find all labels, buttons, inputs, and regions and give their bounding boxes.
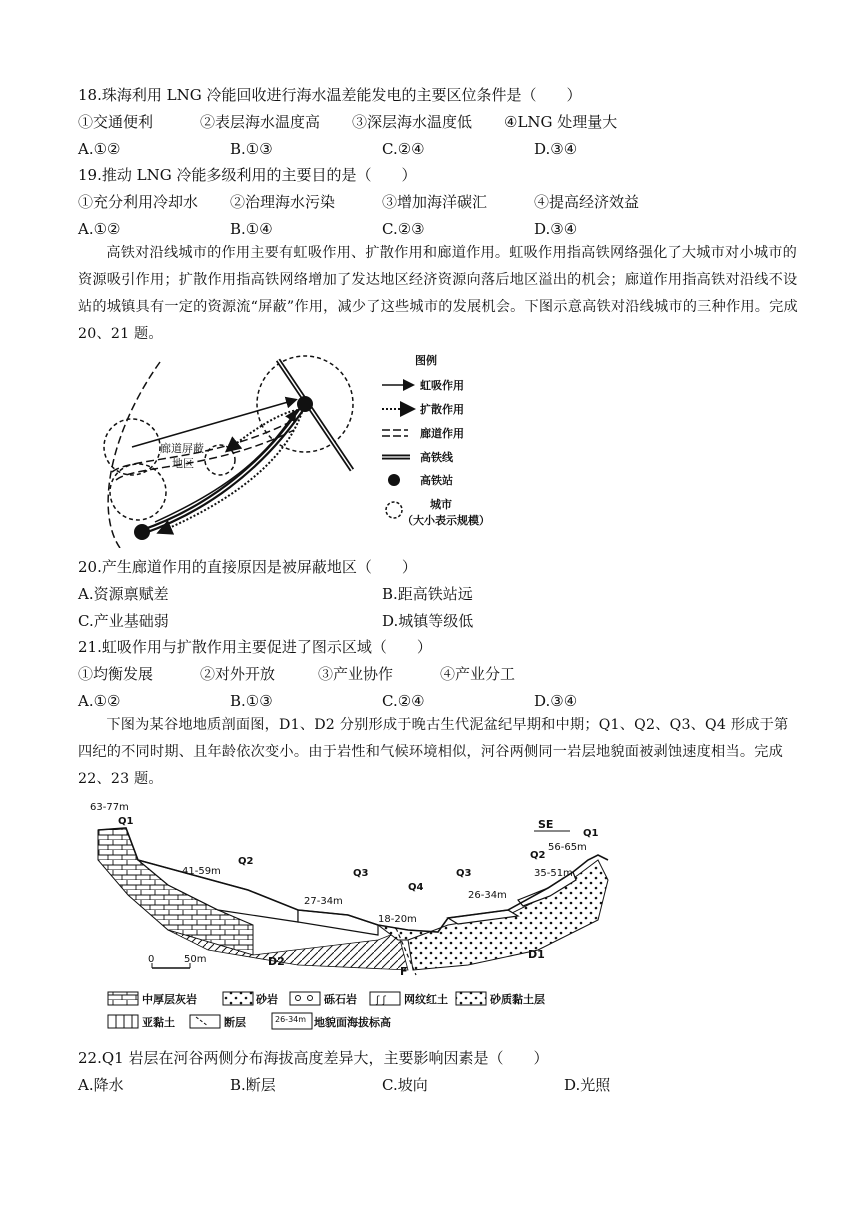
elev-label: 63-77m [90, 802, 129, 813]
legend-city: 城市 [430, 498, 452, 511]
q18-stem: 18.珠海利用 LNG 冷能回收进行海水温差能发电的主要区位条件是（ ） [78, 86, 582, 104]
q19-option-c: C.②③ [382, 220, 425, 238]
stratum-label: Q3 [353, 868, 369, 879]
legend-limestone: 中厚层灰岩 [142, 993, 197, 1006]
stratum-label: D1 [528, 948, 545, 961]
stratum-label: Q1 [583, 828, 599, 839]
q20-option-b: B.距高铁站远 [382, 585, 473, 603]
legend-sample-elev: 26-34m [275, 1015, 307, 1024]
q22-option-d: D.光照 [564, 1076, 611, 1094]
q19-option-a: A.①② [78, 220, 121, 238]
q21-item: ①均衡发展 [78, 665, 154, 683]
q18-option-a: A.①② [78, 140, 121, 158]
legend-red-clay: 网纹红土 [404, 993, 448, 1006]
stratum-label: Q2 [530, 850, 546, 861]
q18-option-d: D.③④ [534, 140, 578, 158]
legend-hsr-line: 高铁线 [420, 451, 453, 464]
legend-sandstone: 砂岩 [256, 993, 278, 1006]
q18-item: ④LNG 处理量大 [504, 113, 618, 131]
hsr-effects-figure [90, 352, 520, 548]
q19-item: ①充分利用冷却水 [78, 193, 199, 211]
curved-line [108, 362, 160, 548]
hsr-station-dot [134, 524, 150, 540]
q21-option-d: D.③④ [534, 692, 578, 710]
legend-city-note: （大小表示规模） [402, 514, 490, 527]
q21-option-b: B.①③ [230, 692, 273, 710]
q19-item: ④提高经济效益 [534, 193, 640, 211]
legend-corridor: 廊道作用 [420, 427, 464, 440]
q19-stem: 19.推动 LNG 冷能多级利用的主要目的是（ ） [78, 166, 417, 184]
stratum-label: Q4 [408, 882, 424, 893]
q20-option-c: C.产业基础弱 [78, 612, 169, 630]
hsr-line-main [142, 404, 305, 532]
city-medium-circle-2 [110, 464, 166, 520]
shielded-region-label: 廊道屏蔽 [160, 442, 204, 455]
q22-option-b: B.断层 [230, 1076, 276, 1094]
q20-stem: 20.产生廊道作用的直接原因是被屏蔽地区（ ） [78, 558, 417, 576]
scale-50m: 50m [184, 954, 207, 965]
q21-item: ③产业协作 [318, 665, 394, 683]
legend-siphon: 虹吸作用 [420, 379, 464, 392]
q19-option-d: D.③④ [534, 220, 578, 238]
q21-item: ④产业分工 [440, 665, 516, 683]
q19-option-b: B.①④ [230, 220, 273, 238]
shielded-region-label: 地区 [172, 457, 194, 470]
legend-diffusion: 扩散作用 [420, 403, 464, 416]
q18-option-b: B.①③ [230, 140, 273, 158]
scale-zero: 0 [148, 954, 155, 965]
q21-item: ②对外开放 [200, 665, 276, 683]
q21-stem: 21.虹吸作用与扩散作用主要促进了图示区域（ ） [78, 638, 432, 656]
passage-valley: 下图为某谷地地质剖面图，D1、D2 分别形成于晚古生代泥盆纪早期和中期；Q1、Q2、Q3、Q4 形成于第四纪的不同时期、且年龄依次变小。由于岩性和气候环境相似，河谷两侧同一岩层地貌面被剥蚀速度相当。完成 22、23 题。 [78, 717, 789, 787]
q18-item: ①交通便利 [78, 113, 154, 131]
legend-subclay: 亚黏土 [142, 1016, 175, 1029]
elev-label: 41-59m [182, 866, 221, 877]
q21-option-c: C.②④ [382, 692, 425, 710]
passage-hsr: 高铁对沿线城市的作用主要有虹吸作用、扩散作用和廊道作用。虹吸作用指高铁网络强化了大城市对小城市的资源吸引作用；扩散作用指高铁网络增加了发达地区经济资源向落后地区溢出的机会；廊道作用指高铁对沿线不设站的城镇具有一定的资源流“屏蔽”作用，减少了这些城市的发展机会。下图示意高铁对沿线城市的三种作用。完成 20、21 题。 [78, 245, 798, 342]
fault-label: F [400, 965, 408, 978]
elev-label: 18-20m [378, 914, 417, 925]
q20-option-a: A.资源禀赋差 [78, 585, 169, 603]
elev-label: 35-51m [534, 868, 573, 879]
stratum-label: Q3 [456, 868, 472, 879]
q22-option-c: C.坡向 [382, 1076, 428, 1094]
svg-text:ʃ ʃ: ʃ ʃ [376, 995, 386, 1006]
elev-label: 26-34m [468, 890, 507, 901]
elev-label: 27-34m [304, 896, 343, 907]
valley-cross-section-figure [78, 800, 618, 1035]
q18-item: ②表层海水温度高 [200, 113, 321, 131]
q22-option-a: A.降水 [78, 1076, 124, 1094]
legend-sandy-clay: 砂质黏土层 [490, 993, 545, 1006]
elev-label: 56-65m [548, 842, 587, 853]
direction-label: SE [538, 818, 554, 831]
q19-item: ③增加海洋碳汇 [382, 193, 488, 211]
legend-elevation: 地貌面海拔标高 [314, 1016, 391, 1029]
stratum-label: D2 [268, 955, 285, 968]
q18-option-c: C.②④ [382, 140, 425, 158]
stratum-label: Q2 [238, 856, 254, 867]
stratum-label: Q1 [118, 816, 134, 827]
legend-fault: 断层 [224, 1016, 246, 1029]
q22-stem: 22.Q1 岩层在河谷两侧分布海拔高度差异大，主要影响因素是（ ） [78, 1049, 549, 1067]
legend-title: 图例 [415, 354, 437, 367]
q20-option-d: D.城镇等级低 [382, 612, 474, 630]
q19-item: ②治理海水污染 [230, 193, 336, 211]
legend-conglomerate: 砾石岩 [324, 993, 357, 1006]
hsr-station-dot [297, 396, 313, 412]
q21-option-a: A.①② [78, 692, 121, 710]
q18-item: ③深层海水温度低 [352, 113, 473, 131]
legend-station: 高铁站 [420, 474, 453, 487]
